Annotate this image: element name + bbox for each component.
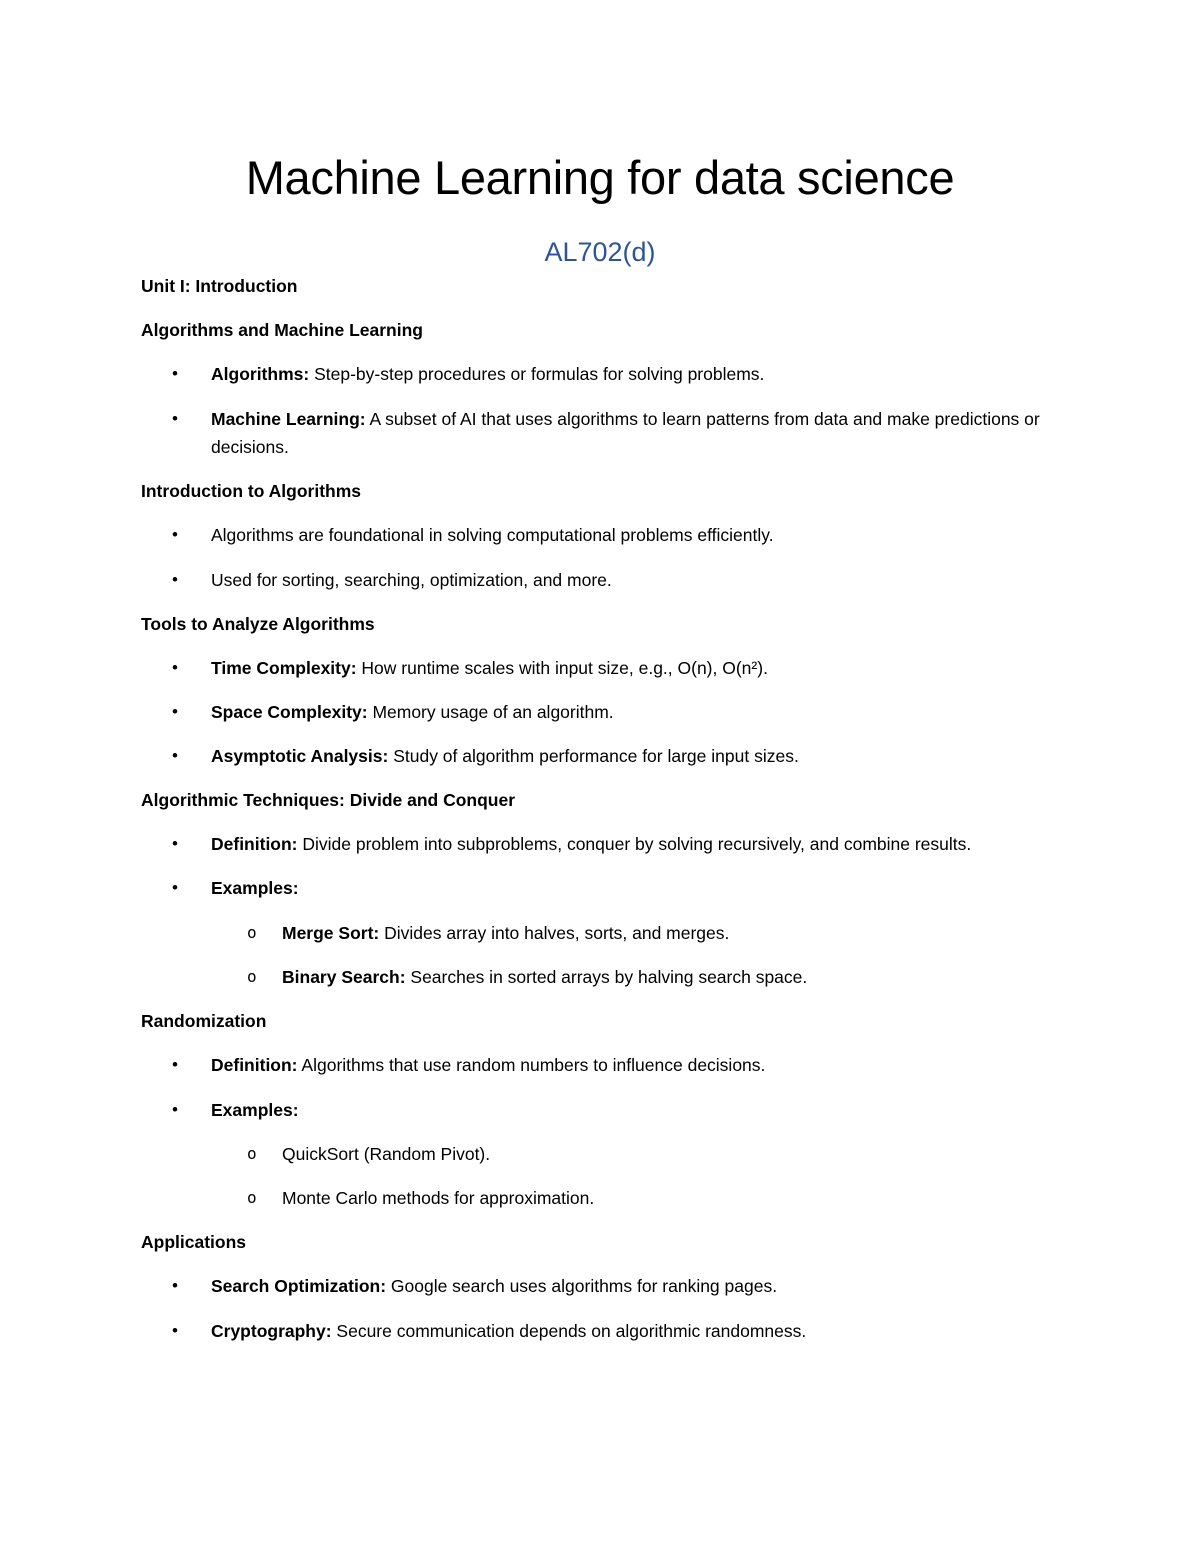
bullet-icon: • (172, 834, 178, 853)
item-text: Algorithms that use random numbers to influence decisions. (297, 1055, 766, 1075)
bullet-icon: • (172, 746, 178, 765)
bullet-icon: • (172, 1055, 178, 1074)
section-heading: Tools to Analyze Algorithms (141, 614, 375, 634)
item-label: Asymptotic Analysis: (211, 746, 389, 766)
sub-list-item (141, 1140, 1041, 1168)
item-text: Google search uses algorithms for ranking pages. (386, 1276, 778, 1296)
list-item (141, 360, 1041, 388)
sub-list-item (141, 963, 1041, 991)
item-label: Examples: (211, 1100, 299, 1120)
document-title: Machine Learning for data science (245, 151, 955, 204)
bullet-icon: • (172, 702, 178, 721)
section-heading: Randomization (141, 1011, 267, 1031)
item-text: Divide problem into subproblems, conquer by solving recursively, and combine results. (297, 834, 972, 854)
bullet-icon: • (172, 878, 178, 897)
section-heading: Algorithmic Techniques: Divide and Conquer (141, 790, 516, 810)
sub-list-item (141, 1184, 1041, 1212)
circle-bullet-icon: o (247, 1144, 257, 1163)
item-label: Search Optimization: (211, 1276, 387, 1296)
item-label: Merge Sort: (282, 923, 380, 943)
bullet-icon: • (172, 1321, 178, 1340)
item-text: A subset of AI that uses algorithms to learn patterns from data and make predictions or decisions. (211, 409, 1040, 457)
item-label: Algorithms: (211, 364, 310, 384)
item-label: Definition: (211, 834, 298, 854)
bullet-icon: • (172, 364, 178, 383)
list-item (141, 1317, 1041, 1345)
list-item (141, 698, 1041, 726)
circle-bullet-icon: o (247, 967, 257, 986)
item-label: Binary Search: (282, 967, 406, 987)
item-label: Time Complexity: (211, 658, 357, 678)
item-text: Secure communication depends on algorithmic randomness. (331, 1321, 807, 1341)
item-text: Searches in sorted arrays by halving search space. (405, 967, 808, 987)
unit-heading: Unit I: Introduction (141, 276, 298, 296)
bullet-icon: • (172, 1276, 178, 1295)
list-item (141, 1096, 1041, 1124)
list-item (141, 405, 1041, 461)
item-label: Space Complexity: (211, 702, 368, 722)
section-heading: Introduction to Algorithms (141, 481, 362, 501)
bullet-icon: • (172, 525, 178, 544)
item-label: Machine Learning: (211, 409, 366, 429)
circle-bullet-icon: o (247, 1188, 257, 1207)
list-item (141, 521, 1041, 549)
list-item (141, 874, 1041, 902)
bullet-icon: • (172, 409, 178, 428)
section-heading: Applications (141, 1232, 247, 1252)
item-text: Step-by-step procedures or formulas for solving problems. (309, 364, 765, 384)
section-heading: Algorithms and Machine Learning (141, 320, 423, 340)
document-body (141, 272, 1041, 1345)
list-item (141, 566, 1041, 594)
item-text: Study of algorithm performance for large input sizes. (388, 746, 799, 766)
item-text: Memory usage of an algorithm. (367, 702, 614, 722)
bullet-icon: • (172, 658, 178, 677)
list-item (141, 830, 1041, 858)
bullet-icon: • (172, 1100, 178, 1119)
bullet-icon: • (172, 570, 178, 589)
sub-list-item (141, 919, 1041, 947)
item-label: Examples: (211, 878, 299, 898)
list-item (141, 1272, 1041, 1300)
item-text: Algorithms are foundational in solving computational problems efficiently. (211, 525, 774, 545)
document-subtitle: AL702(d) (544, 237, 656, 267)
list-item (141, 1051, 1041, 1079)
item-text: Used for sorting, searching, optimization, and more. (211, 570, 612, 590)
item-label: Definition: (211, 1055, 298, 1075)
item-text: How runtime scales with input size, e.g., O(n), O(n²). (356, 658, 768, 678)
item-text: QuickSort (Random Pivot). (282, 1144, 491, 1164)
item-text: Divides array into halves, sorts, and merges. (379, 923, 730, 943)
item-label: Cryptography: (211, 1321, 332, 1341)
list-item (141, 742, 1041, 770)
list-item (141, 654, 1041, 682)
item-text: Monte Carlo methods for approximation. (282, 1188, 595, 1208)
circle-bullet-icon: o (247, 923, 257, 942)
